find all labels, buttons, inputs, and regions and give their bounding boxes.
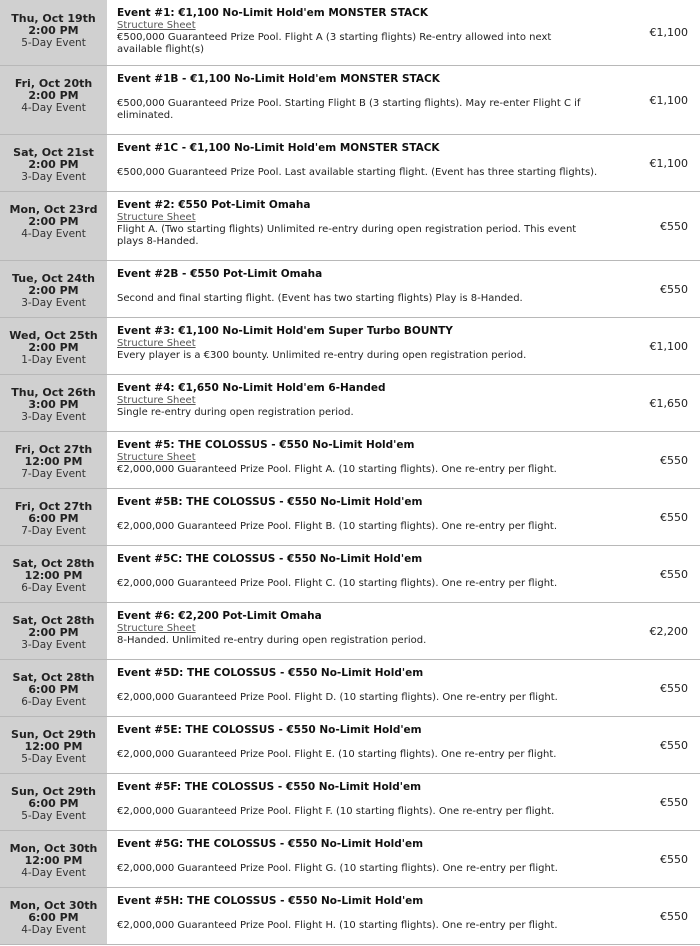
event-row xyxy=(0,261,700,318)
event-row xyxy=(0,660,700,717)
event-description: Every player is a €300 bounty. Unlimited re-entry during open registration period. xyxy=(117,350,527,361)
event-day: Thu, Oct 26th xyxy=(11,386,96,399)
event-buyin: €550 xyxy=(660,852,688,866)
event-date-cell xyxy=(0,318,107,374)
event-title: Event #2: €550 Pot-Limit Omaha xyxy=(117,199,311,211)
event-date-cell xyxy=(0,432,107,488)
event-title: Event #5B: THE COLOSSUS - €550 No-Limit Hold'em xyxy=(117,496,423,508)
event-day: Mon, Oct 23rd xyxy=(9,203,98,216)
event-length: 3-Day Event xyxy=(21,639,86,651)
event-description: €500,000 Guaranteed Prize Pool. Flight A (3 starting flights) Re-entry allowed into next available flight(s) xyxy=(117,32,552,55)
event-date-cell xyxy=(0,66,107,134)
event-buyin: €1,100 xyxy=(649,93,688,107)
event-length: 4-Day Event xyxy=(21,867,86,879)
event-length: 3-Day Event xyxy=(21,297,86,309)
event-time: 2:00 PM xyxy=(28,215,79,228)
event-title: Event #5D: THE COLOSSUS - €550 No-Limit Hold'em xyxy=(117,667,424,679)
event-info-cell xyxy=(107,546,608,602)
event-date-cell xyxy=(0,489,107,545)
event-info-cell xyxy=(107,603,608,659)
event-info-cell xyxy=(107,375,608,431)
event-row xyxy=(0,0,700,66)
event-info-cell xyxy=(107,660,608,716)
event-day: Mon, Oct 30th xyxy=(9,842,98,855)
event-day: Fri, Oct 20th xyxy=(14,77,93,90)
event-time: 2:00 PM xyxy=(28,158,79,171)
event-length: 5-Day Event xyxy=(21,810,86,822)
event-description: €2,000,000 Guaranteed Prize Pool. Flight H. (10 starting flights). One re-entry per flight. xyxy=(117,920,558,931)
event-day: Thu, Oct 19th xyxy=(11,12,96,25)
event-info-cell xyxy=(107,261,608,317)
spacer xyxy=(117,908,598,920)
event-title: Event #1: €1,100 No-Limit Hold'em MONSTER STACK xyxy=(117,7,429,19)
event-length: 7-Day Event xyxy=(21,468,86,480)
event-length: 5-Day Event xyxy=(21,753,86,765)
event-length: 5-Day Event xyxy=(21,37,86,49)
event-time: 6:00 PM xyxy=(28,911,79,924)
event-time: 12:00 PM xyxy=(24,854,83,867)
event-date-cell xyxy=(0,546,107,602)
event-date-cell xyxy=(0,603,107,659)
event-buyin: €1,100 xyxy=(649,339,688,353)
event-buyin: €550 xyxy=(660,219,688,233)
event-date-cell xyxy=(0,717,107,773)
structure-sheet-link[interactable]: Structure Sheet xyxy=(117,395,196,406)
event-row xyxy=(0,831,700,888)
event-time: 6:00 PM xyxy=(28,512,79,525)
structure-sheet-link[interactable]: Structure Sheet xyxy=(117,338,196,349)
event-time: 2:00 PM xyxy=(28,89,79,102)
event-length: 4-Day Event xyxy=(21,228,86,240)
event-buyin: €550 xyxy=(660,453,688,467)
event-description: €500,000 Guaranteed Prize Pool. Last available starting flight. (Event has three starting flights). xyxy=(117,167,598,178)
event-day: Fri, Oct 27th xyxy=(14,443,93,456)
event-day: Wed, Oct 25th xyxy=(9,329,98,342)
event-buyin: €2,200 xyxy=(649,624,688,638)
event-time: 12:00 PM xyxy=(24,455,83,468)
event-info-cell xyxy=(107,135,608,191)
event-buyin: €550 xyxy=(660,567,688,581)
event-buyin: €1,100 xyxy=(649,26,688,39)
event-length: 1-Day Event xyxy=(21,354,86,366)
event-time: 6:00 PM xyxy=(28,797,79,810)
event-day: Tue, Oct 24th xyxy=(12,272,95,285)
event-info-cell xyxy=(107,432,608,488)
event-info-cell xyxy=(107,774,608,830)
event-description: 8-Handed. Unlimited re-entry during open registration period. xyxy=(117,635,427,646)
event-time: 6:00 PM xyxy=(28,683,79,696)
spacer xyxy=(117,566,598,578)
event-time: 12:00 PM xyxy=(24,740,83,753)
event-info-cell xyxy=(107,888,608,944)
event-date-cell xyxy=(0,135,107,191)
event-buyin: €550 xyxy=(660,282,688,296)
event-row xyxy=(0,318,700,375)
structure-sheet-link[interactable]: Structure Sheet xyxy=(117,623,196,634)
event-day: Sat, Oct 28th xyxy=(12,614,95,627)
event-length: 7-Day Event xyxy=(21,525,86,537)
event-date-cell xyxy=(0,774,107,830)
event-description: Second and final starting flight. (Event has two starting flights) Play is 8-Handed. xyxy=(117,293,523,304)
event-description: €2,000,000 Guaranteed Prize Pool. Flight F. (10 starting flights). One re-entry per flight. xyxy=(117,806,555,817)
event-row xyxy=(0,432,700,489)
structure-sheet-link[interactable]: Structure Sheet xyxy=(117,212,196,223)
event-day: Sat, Oct 28th xyxy=(12,671,95,684)
event-description: €2,000,000 Guaranteed Prize Pool. Flight A. (10 starting flights). One re-entry per flight. xyxy=(117,464,557,475)
event-title: Event #5F: THE COLOSSUS - €550 No-Limit Hold'em xyxy=(117,781,422,793)
event-row xyxy=(0,489,700,546)
event-buyin: €550 xyxy=(660,738,688,752)
event-title: Event #3: €1,100 No-Limit Hold'em Super Turbo BOUNTY xyxy=(117,325,453,337)
spacer xyxy=(117,737,598,749)
event-description: €2,000,000 Guaranteed Prize Pool. Flight B. (10 starting flights). One re-entry per flight. xyxy=(117,521,558,532)
event-day: Mon, Oct 30th xyxy=(9,899,98,912)
spacer xyxy=(117,794,598,806)
event-buyin: €1,100 xyxy=(649,156,688,170)
event-date-cell xyxy=(0,192,107,260)
event-date-cell xyxy=(0,660,107,716)
event-length: 3-Day Event xyxy=(21,171,86,183)
event-row xyxy=(0,66,700,135)
event-info-cell xyxy=(107,831,608,887)
event-description: €2,000,000 Guaranteed Prize Pool. Flight C. (10 starting flights). One re-entry per flight. xyxy=(117,578,558,589)
event-title: Event #2B - €550 Pot-Limit Omaha xyxy=(117,268,323,280)
event-row xyxy=(0,546,700,603)
event-row xyxy=(0,717,700,774)
event-title: Event #5H: THE COLOSSUS - €550 No-Limit Hold'em xyxy=(117,895,424,907)
event-time: 2:00 PM xyxy=(28,626,79,639)
event-info-cell xyxy=(107,318,608,374)
event-length: 4-Day Event xyxy=(21,102,86,114)
event-info-cell xyxy=(107,66,608,134)
spacer xyxy=(117,509,598,521)
event-day: Sat, Oct 21st xyxy=(13,146,94,159)
structure-sheet-link[interactable]: Structure Sheet xyxy=(117,20,196,31)
event-time: 3:00 PM xyxy=(28,398,79,411)
event-buyin: €550 xyxy=(660,909,688,923)
event-date-cell xyxy=(0,888,107,944)
event-row xyxy=(0,375,700,432)
event-info-cell xyxy=(107,0,608,65)
event-title: Event #5C: THE COLOSSUS - €550 No-Limit Hold'em xyxy=(117,553,423,565)
event-day: Sun, Oct 29th xyxy=(11,785,96,798)
event-title: Event #6: €2,200 Pot-Limit Omaha xyxy=(117,610,322,622)
event-description: €500,000 Guaranteed Prize Pool. Starting Flight B (3 starting flights). May re-enter Flight C if eliminated. xyxy=(117,98,581,121)
event-description: €2,000,000 Guaranteed Prize Pool. Flight E. (10 starting flights). One re-entry per flight. xyxy=(117,749,557,760)
spacer xyxy=(117,281,598,293)
event-description: €2,000,000 Guaranteed Prize Pool. Flight D. (10 starting flights). One re-entry per flight. xyxy=(117,692,558,703)
event-buyin: €550 xyxy=(660,510,688,524)
event-time: 2:00 PM xyxy=(28,341,79,354)
event-buyin: €1,650 xyxy=(649,396,688,410)
event-title: Event #5G: THE COLOSSUS - €550 No-Limit Hold'em xyxy=(117,838,424,850)
event-row xyxy=(0,888,700,945)
event-length: 6-Day Event xyxy=(21,582,86,594)
event-day: Sat, Oct 28th xyxy=(12,557,95,570)
event-length: 4-Day Event xyxy=(21,924,86,936)
event-description: Single re-entry during open registration period. xyxy=(117,407,354,418)
event-time: 2:00 PM xyxy=(28,284,79,297)
event-time: 2:00 PM xyxy=(28,24,79,37)
spacer xyxy=(117,86,598,98)
event-info-cell xyxy=(107,717,608,773)
event-title: Event #1C - €1,100 No-Limit Hold'em MONSTER STACK xyxy=(117,142,440,154)
event-buyin: €550 xyxy=(660,795,688,809)
event-title: Event #1B - €1,100 No-Limit Hold'em MONSTER STACK xyxy=(117,73,440,85)
event-info-cell xyxy=(107,489,608,545)
event-length: 3-Day Event xyxy=(21,411,86,423)
event-row xyxy=(0,135,700,192)
event-info-cell xyxy=(107,192,608,260)
event-date-cell xyxy=(0,831,107,887)
spacer xyxy=(117,680,598,692)
event-row xyxy=(0,603,700,660)
event-title: Event #5: THE COLOSSUS - €550 No-Limit Hold'em xyxy=(117,439,415,451)
structure-sheet-link[interactable]: Structure Sheet xyxy=(117,452,196,463)
event-row xyxy=(0,774,700,831)
event-row xyxy=(0,192,700,261)
event-time: 12:00 PM xyxy=(24,569,83,582)
event-length: 6-Day Event xyxy=(21,696,86,708)
event-day: Sun, Oct 29th xyxy=(11,728,96,741)
event-title: Event #5E: THE COLOSSUS - €550 No-Limit Hold'em xyxy=(117,724,422,736)
event-buyin: €550 xyxy=(660,681,688,695)
event-title: Event #4: €1,650 No-Limit Hold'em 6-Handed xyxy=(117,382,386,394)
event-date-cell xyxy=(0,261,107,317)
event-description: €2,000,000 Guaranteed Prize Pool. Flight G. (10 starting flights). One re-entry per flight. xyxy=(117,863,558,874)
event-date-cell xyxy=(0,375,107,431)
spacer xyxy=(117,155,598,167)
event-description: Flight A. (Two starting flights) Unlimited re-entry during open registration period. This event plays 8-Handed. xyxy=(117,224,577,247)
spacer xyxy=(117,851,598,863)
event-date-cell xyxy=(0,0,107,65)
event-day: Fri, Oct 27th xyxy=(14,500,93,513)
